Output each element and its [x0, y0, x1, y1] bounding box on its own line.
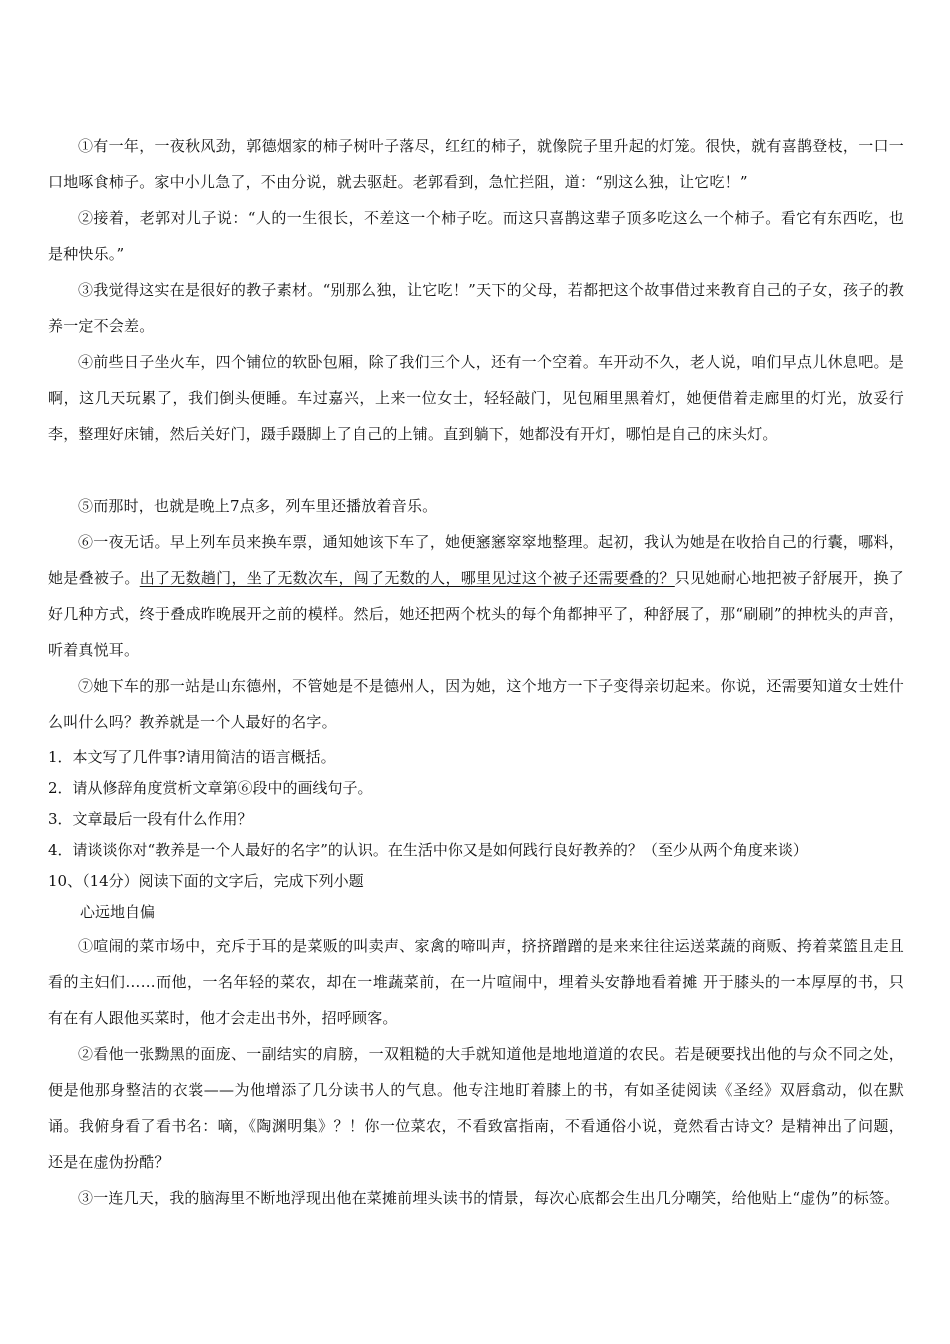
question-3: 3．文章最后一段有什么作用？	[48, 810, 253, 828]
article-title: 心远地自偏	[80, 903, 156, 921]
p6-text-before: ⑥一夜无话。早上列车员来换车票，通知她该下车了，她便窸窸窣窣地整理。起初，我认为她是在收拾自己的行囊，哪料，她是叠被子。	[48, 533, 904, 587]
passage1-paragraph-2: ②接着，老郭对儿子说：“人的一生很长，不差这一个柿子吃。而这只喜鹊这辈子顶多吃这么一个柿子。看它有东西吃，也是种快乐。”	[48, 209, 904, 263]
passage1-paragraph-4: ④前些日子坐火车，四个铺位的软卧包厢，除了我们三个人，还有一个空着。车开动不久，老人说，咱们早点儿休息吧。是啊，这几天玩累了，我们倒头便睡。车过嘉兴，上来一位女士，轻轻敲门，见包厢里黑着灯，她便借着走廊里的灯光，放妥行李，整理好床铺，然后关好门，蹑手蹑脚上了自己的上铺。直到躺下，她都没有开灯，哪怕是自己的床头灯。	[48, 353, 904, 443]
section10-paragraph-2: ②看他一张黝黑的面庞、一副结实的肩膀，一双粗糙的大手就知道他是地地道道的农民。若是硬要找出他的与众不同之处，便是他那身整洁的衣裳——为他增添了几分读书人的气息。他专注地盯着膝上的书，有如圣徒阅读《圣经》双唇翕动，似在默诵。我俯身看了看书名：嘀，《陶渊明集》？！你一位菜农，不看致富指南，不看通俗小说，竟然看古诗文？是精神出了问题，还是在虚伪扮酷？	[48, 1045, 904, 1171]
p6-underlined-sentence: 出了无数趟门，坐了无数次车，闯了无数的人，哪里见过这个被子还需要叠的？	[139, 569, 675, 587]
question-2: 2．请从修辞角度赏析文章第⑥段中的画线句子。	[48, 779, 373, 797]
passage1-paragraph-6	[48, 524, 904, 668]
p6-text-after: 只见她耐心地把被子舒展开，换了好几种方式，终于叠成昨晚展开之前的模样。然后，她还把两个枕头的每个角都抻平了，种舒展了，那“刷刷”的抻枕头的声音，听着真悦耳。	[48, 569, 904, 659]
section-10-header: 10、（14分）阅读下面的文字后，完成下列小题	[48, 872, 364, 890]
question-4: 4．请谈谈你对“教养是一个人最好的名字”的认识。在生活中你又是如何践行良好教养的？（至少从两个角度来谈）	[48, 841, 808, 859]
section10-paragraph-1: ①喧闹的菜市场中，充斥于耳的是菜贩的叫卖声、家禽的啼叫声，挤挤蹭蹭的是来来往往运送菜蔬的商贩、挎着菜篮且走且看的主妇们……而他，一名年轻的菜农，却在一堆蔬菜前，在一片喧闹中，埋着头安静地看着摊 开于膝头的一本厚厚的书，只有在有人跟他买菜时，他才会走出书外，招呼顾客。	[48, 937, 904, 1027]
passage1-paragraph-5: ⑤而那时，也就是晚上7点多，列车里还播放着音乐。	[78, 497, 438, 515]
passage1-paragraph-1: ①有一年，一夜秋风劲，郭德烟家的柿子树叶子落尽，红红的柿子，就像院子里升起的灯笼。很快，就有喜鹊登枝，一口一口地啄食柿子。家中小儿急了，不由分说，就去驱赶。老郭看到，急忙拦阻，道：“别这么独，让它吃！”	[48, 137, 904, 191]
passage1-paragraph-7: ⑦她下车的那一站是山东德州，不管她是不是德州人，因为她，这个地方一下子变得亲切起来。你说，还需要知道女士姓什么叫什么吗？教养就是一个人最好的名字。	[48, 677, 904, 731]
question-1: 1．本文写了几件事?请用简洁的语言概括。	[48, 748, 336, 766]
section10-paragraph-3: ③一连几天，我的脑海里不断地浮现出他在菜摊前埋头读书的情景，每次心底都会生出几分嘲笑，给他贴上“虚伪”的标签。	[78, 1189, 900, 1207]
passage1-paragraph-3: ③我觉得这实在是很好的教子素材。“别那么独，让它吃！”天下的父母，若都把这个故事借过来教育自己的子女，孩子的教养一定不会差。	[48, 281, 904, 335]
